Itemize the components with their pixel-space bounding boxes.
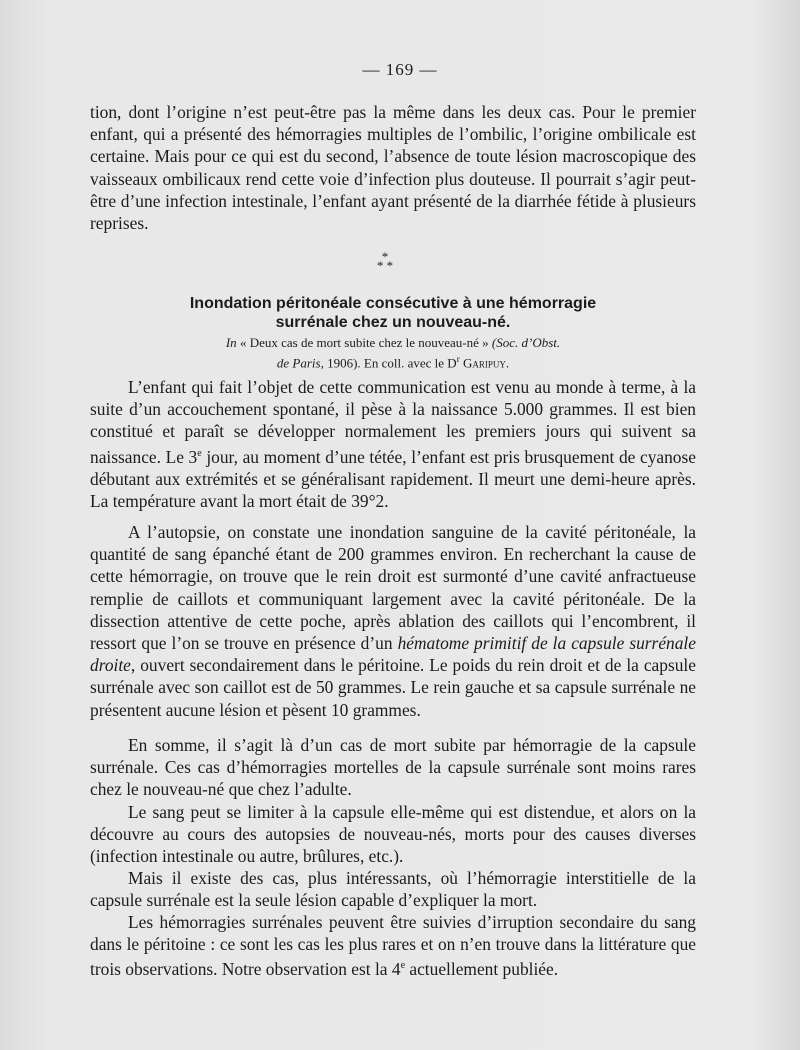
paragraph-interstitial: Mais il existe des cas, plus intéressants, où l’hémorragie interstitielle de la capsule surrénale est la seule lésion capable d’expliquer la mort. bbox=[90, 868, 696, 911]
citation-author: Garipuy. bbox=[462, 355, 510, 371]
heading-line-1: Inondation péritonéale consécutive à une hémorragie bbox=[189, 295, 597, 312]
p2-emphasis: hématome primitif de la capsule surrénale droite bbox=[90, 633, 696, 676]
p6b-text: actuellement publiée. bbox=[405, 959, 559, 980]
citation-title: « Deux cas de mort subite chez le nouveau-né » bbox=[239, 335, 489, 350]
paragraph-limitation: Le sang peut se limiter à la capsule elle-même qui est distendue, et alors on la découvre au cours des autopsies de nouveau-nés, morts pour des causes diverses (infection intestinale ou autre, brûlures, etc.). bbox=[90, 802, 696, 867]
p6-sup: e bbox=[400, 960, 406, 972]
citation bbox=[90, 334, 696, 371]
p6a-text: Les hémorragies surrénales peuvent être suivies d’irruption secondaire du sang dans le péritoine : ce sont les cas les plus rares et on n’en trouve dans la littérature que trois observations. Notre observation est la 4 bbox=[90, 912, 696, 980]
asterism: * * * bbox=[376, 249, 394, 273]
citation-journal: (Soc. d’Obst. bbox=[491, 335, 561, 350]
p2b-text: , ouvert secondairement dans le péritoine. Le poids du rein droit et de la capsule surrénale avec son caillot est de 50 grammes. Le rein gauche et sa capsule surrénale ne présentent aucune lésion et pèsent 10 grammes. bbox=[90, 655, 696, 720]
paragraph-summary: En somme, il s’agit là d’un cas de mort subite par hémorragie de la capsule surrénale. Ces cas d’hémorragies mortelles de la capsule surrénale sont moins rares chez le nouveau-né que chez l’adulte. bbox=[90, 735, 696, 800]
section-separator bbox=[0, 249, 770, 273]
citation-dr-sup: r bbox=[456, 354, 460, 364]
citation-line-1 bbox=[90, 334, 696, 351]
citation-in: In bbox=[225, 335, 237, 350]
heading-line-2: surrénale chez un nouveau-né. bbox=[275, 314, 511, 331]
page-number: — 169 — bbox=[362, 60, 438, 79]
citation-year: 1906). En coll. avec le D bbox=[327, 355, 457, 371]
p1b-text: jour, au moment d’une tétée, l’enfant est pris brusquement de cyanose débutant aux extrémités et se généralisant rapidement. Il meurt une demi-heure après. La température avant la mort était de 39°2. bbox=[90, 446, 696, 511]
citation-line-2 bbox=[90, 351, 696, 371]
section-heading bbox=[90, 294, 696, 332]
p1-sup: e bbox=[197, 447, 202, 459]
paragraph-irruption bbox=[90, 911, 696, 980]
citation-journal-2: de Paris, bbox=[276, 355, 324, 371]
p1-text: L’enfant qui fait l’objet de cette communication est venu au monde à terme, à la suite d’un accouchement spontané, il pèse à la naissance 5.000 grammes. Il est bien constitué et paraît se développer normalement les premiers jours qui suivent sa naissance. Le 3 bbox=[90, 377, 696, 467]
intro-paragraph: tion, dont l’origine n’est peut-être pas la même dans les deux cas. Pour le premier enfant, qui a présenté des hémorragies multiples de l’ombilic, l’origine ombilicale est certaine. Mais pour ce qui est du second, l’absence de toute lésion macroscopique des vaisseaux ombilicaux rend cette voie d’infection plus douteuse. Il pourrait s’agir peut-être d’une infection intestinale, l’enfant ayant présenté de la diarrhée fétide à plusieurs reprises. bbox=[90, 102, 696, 234]
paragraph-case-description bbox=[90, 376, 696, 512]
p2a-text: A l’autopsie, on constate une inondation sanguine de la cavité péritonéale, la quantité de sang épanché étant de 200 grammes environ. En recherchant la cause de cette hémorragie, on trouve que le rein droit est surmonté d’une cavité anfractueuse remplie de caillots et communiquant largement avec la cavité péritonéale. De la dissection attentive de cette poche, après ablation des caillots qui l’encombrent, il ressort que l’on se trouve en présence d’un bbox=[90, 522, 696, 654]
paragraph-autopsy bbox=[90, 521, 696, 721]
